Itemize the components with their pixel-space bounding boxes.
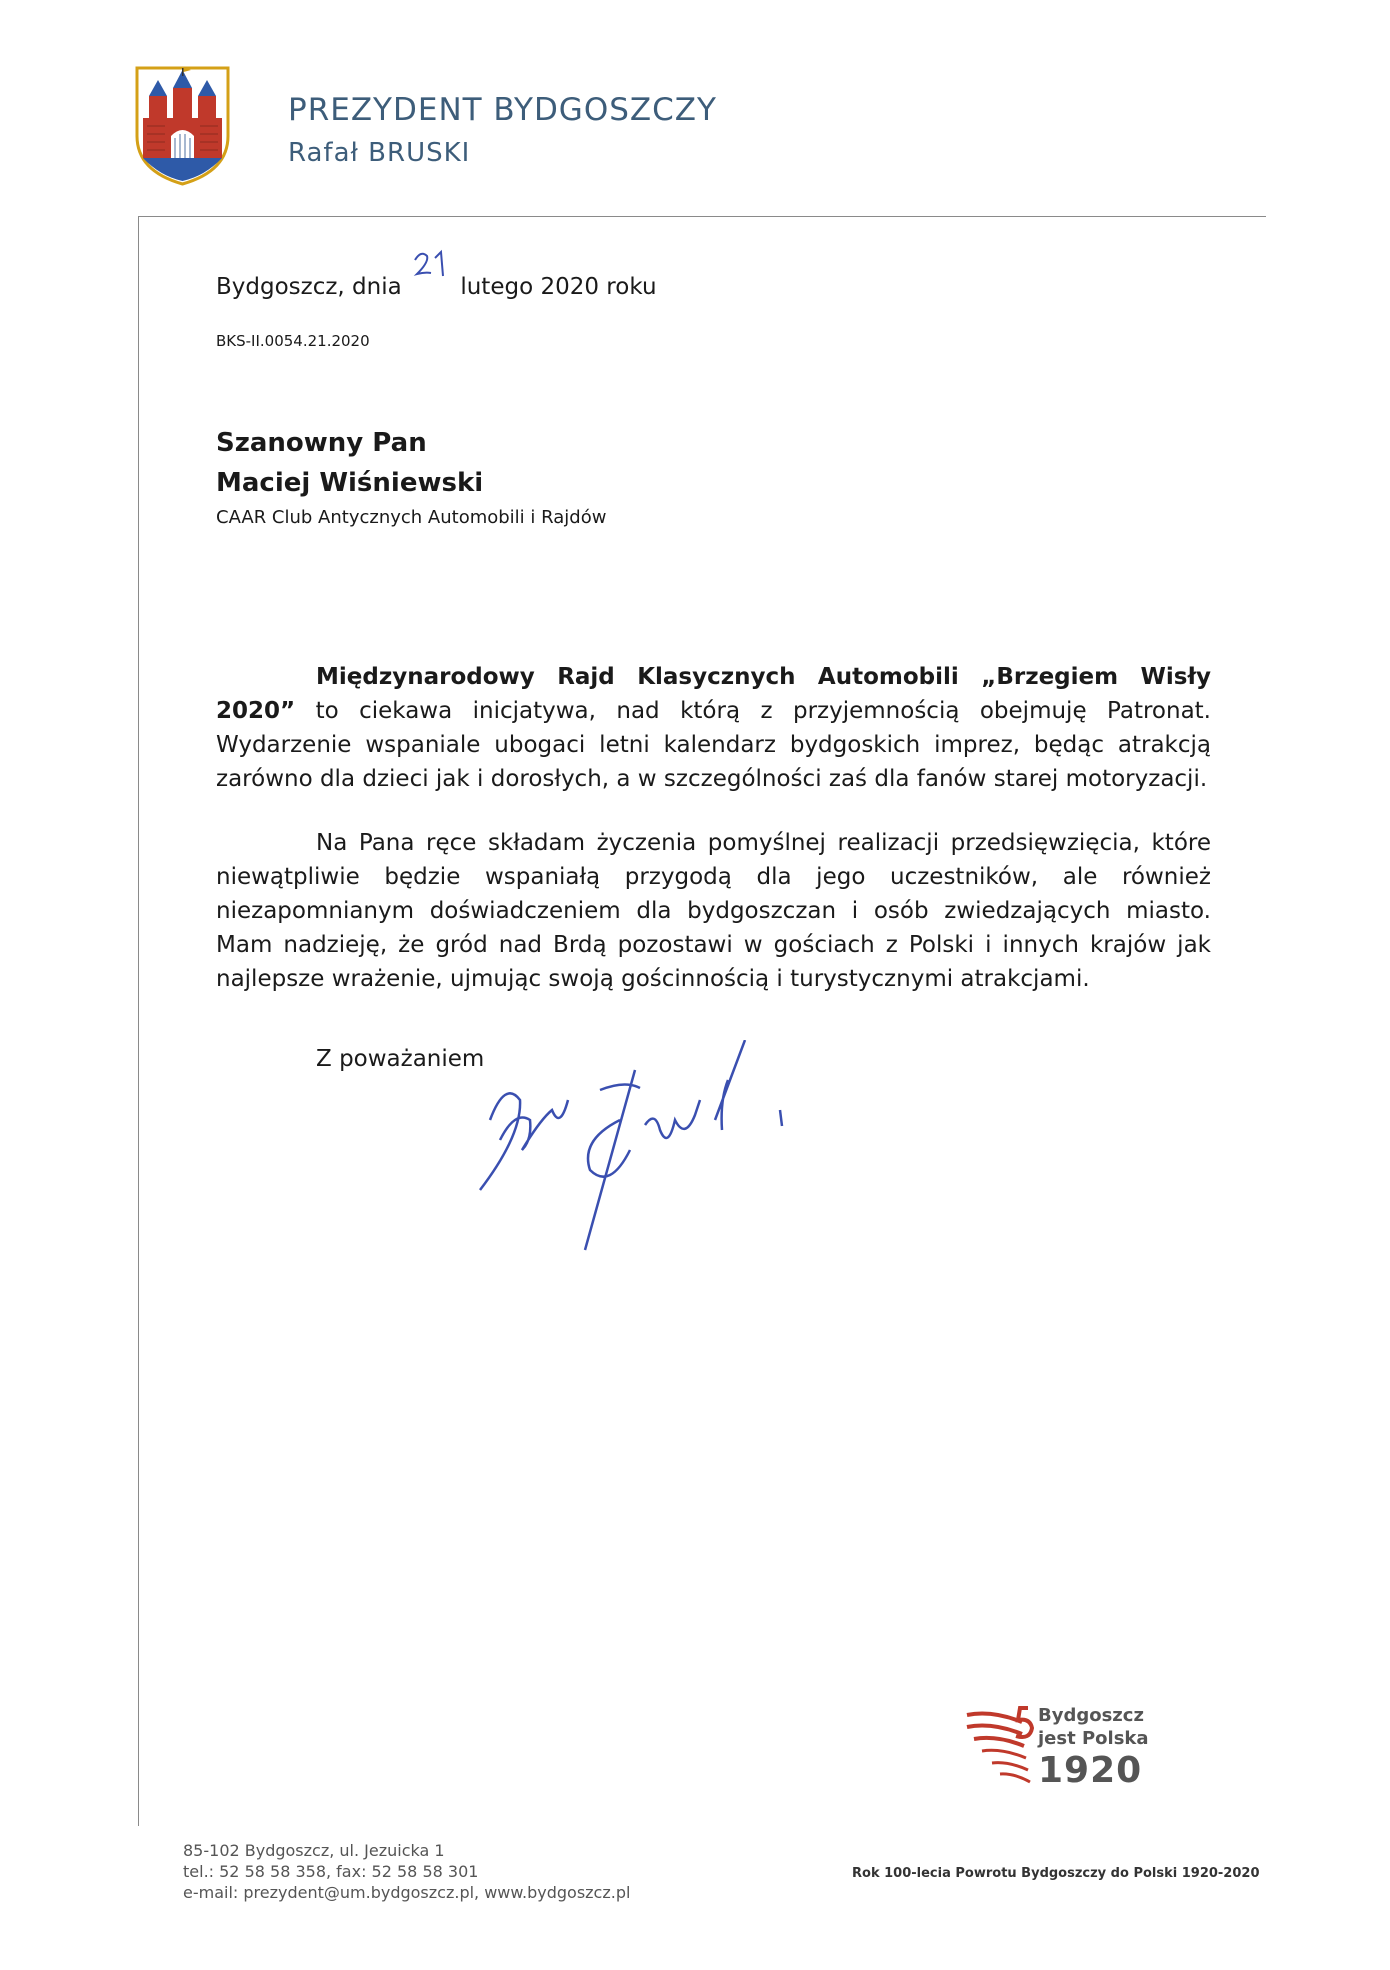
paragraph-1 — [216, 660, 1211, 796]
footer-phone-fax: tel.: 52 58 58 358, fax: 52 58 58 301 — [183, 1862, 479, 1881]
handwritten-day-icon — [411, 246, 455, 290]
date-suffix: lutego 2020 roku — [460, 274, 657, 300]
date-line — [216, 272, 657, 300]
mayor-name: Rafał BRUSKI — [288, 138, 471, 168]
date-prefix: Bydgoszcz, dnia — [216, 274, 402, 300]
paragraph-1-text: to ciekawa inicjatywa, nad którą z przyjemnością obejmuję Patronat. Wydarzenie wspaniale ubogaci letni kalendarz bydgoskich imprez, będąc atrakcją zarówno dla dzieci jak i dorosłych, a w szczególności zaś dla fanów starej motoryzacji. — [216, 698, 1211, 792]
signature-icon — [460, 1040, 820, 1270]
closing: Z poważaniem — [316, 1046, 485, 1072]
event-name: Międzynarodowy Rajd Klasycznych Automobili „Brzegiem Wisły 2020” — [216, 664, 1211, 724]
footer-address: 85-102 Bydgoszcz, ul. Jezuicka 1 — [183, 1841, 445, 1860]
office-title: PREZYDENT BYDGOSZCZY — [288, 92, 717, 128]
salutation: Szanowny Pan — [216, 428, 427, 458]
addressee-name: Maciej Wiśniewski — [216, 468, 484, 498]
letter-body — [216, 660, 1211, 1026]
addressee-organization: CAAR Club Antycznych Automobili i Rajdów — [216, 507, 607, 528]
handwritten-day — [411, 272, 451, 294]
logo-line-1: Bydgoszcz — [1038, 1705, 1144, 1726]
reference-number: BKS-II.0054.21.2020 — [216, 332, 370, 350]
frame-top-rule — [138, 216, 1266, 217]
footer-contact — [183, 1840, 630, 1903]
coat-of-arms-icon — [135, 66, 230, 186]
frame-left-rule — [138, 216, 139, 1826]
footer-email-web: e-mail: prezydent@um.bydgoszcz.pl, www.bydgoszcz.pl — [183, 1883, 631, 1902]
logo-line-2: jest Polska — [1038, 1728, 1149, 1749]
logo-year: 1920 — [1038, 1750, 1143, 1791]
anniversary-caption: Rok 100-lecia Powrotu Bydgoszczy do Polski 1920-2020 — [852, 1866, 1260, 1881]
paragraph-2: Na Pana ręce składam życzenia pomyślnej realizacji przedsięwzięcia, które niewątpliwie będzie wspaniałą przygodą dla jego uczestników, ale również niezapomnianym doświadczeniem dla bydgoszczan i osób zwiedzających miasto. Mam nadzieję, że gród nad Brdą pozostawi w gościach z Polski i innych krajów jak najlepsze wrażenie, ujmując swoją gościnnością i turystycznymi atrakcjami. — [216, 830, 1211, 992]
